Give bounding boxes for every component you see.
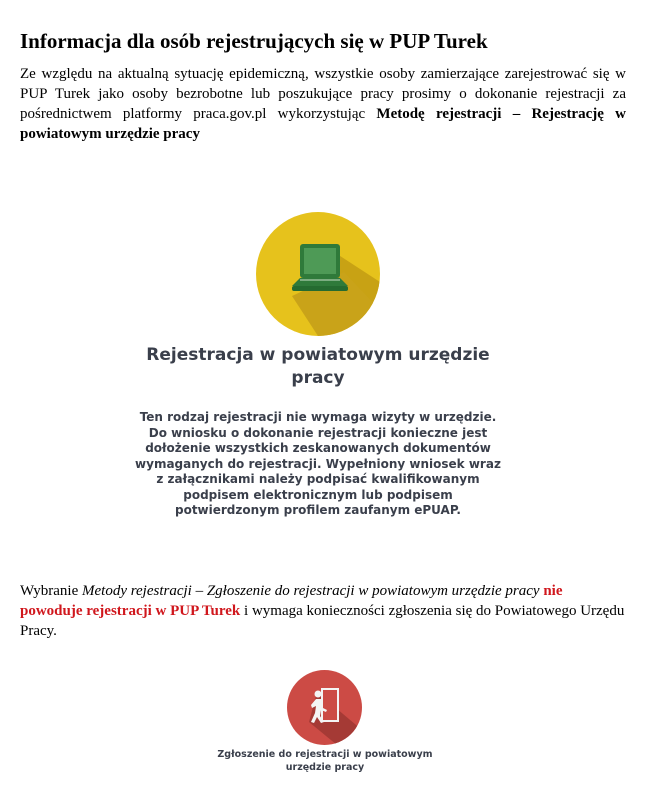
warning-red-text: nie powoduje rejestracji w PUP Turek <box>20 583 563 619</box>
document-body <box>20 26 626 144</box>
registration-online-card <box>0 212 651 532</box>
registration-online-description: Ten rodzaj rejestracji nie wymaga wizyty w urzędzie. Do wniosku o dokonanie rejestracji konieczne jest dołożenie wszystkich zeskanowanych dokumentów wymaganych do rejestracji. Wypełniony wniosek wraz z załącznikami należy podpisać kwalifikowanym podpisem elektronicznym lub podpisem potwierdzonym profilem zaufanym ePUAP. <box>135 410 501 517</box>
intro-text: Ze względu na aktualną sytuację epidemiczną, wszystkie osoby zamierzające zarejestrować się w PUP Turek jako osoby bezrobotne lub poszukujące pracy prosimy o dokonanie rejestracji za pośrednictwem platformy praca.gov.pl wykorzystując <box>20 66 626 122</box>
second-method-italic: Metody rejestracji – Zgłoszenie do rejestracji w powiatowym urzędzie pracy <box>82 583 540 599</box>
intro-bold-method: Metodę rejestracji – Rejestrację w powiatowym urzędzie pracy <box>20 106 626 142</box>
laptop-icon <box>256 212 380 336</box>
door-entering-icon <box>287 670 362 745</box>
second-suffix: i wymaga konieczności zgłoszenia się do Powiatowego Urzędu Pracy. <box>20 603 625 639</box>
second-prefix: Wybranie <box>20 583 82 599</box>
registration-visit-title: Zgłoszenie do rejestracji w powiatowym urzędzie pracy <box>217 749 433 773</box>
second-paragraph <box>20 581 626 641</box>
page-title: Informacja dla osób rejestrujących się w PUP Turek <box>20 29 488 53</box>
intro-paragraph <box>20 64 626 144</box>
registration-online-title: Rejestracja w powiatowym urzędzie pracy <box>146 345 490 388</box>
